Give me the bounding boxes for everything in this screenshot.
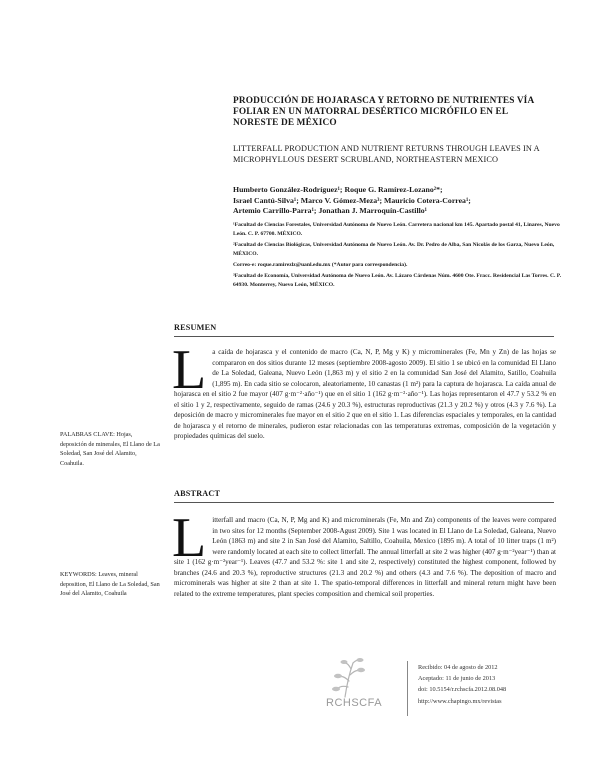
dropcap: L bbox=[172, 507, 207, 569]
journal-logo bbox=[315, 655, 410, 725]
affiliations bbox=[233, 221, 563, 292]
journal-logo-text: RCHSCFA bbox=[326, 697, 383, 709]
author-list bbox=[233, 185, 563, 217]
title-spanish: PRODUCCIÓN DE HOJARASCA Y RETORNO DE NUTRIENTES VÍA FOLIAR EN UN MATORRAL DESÉRTICO MICRÓFILO EN EL NORESTE DE MÉXICO bbox=[233, 96, 534, 128]
affiliation: ¹Facultad de Ciencias Forestales, Universidad Autónoma de Nuevo León. Carretera nacional km 145. Apartado postal 41, Linares, Nuevo León. C. P. 67700. MÉXICO. bbox=[233, 222, 560, 237]
journal-url[interactable]: http://www.chapingo.mx/revistas bbox=[418, 697, 502, 705]
keywords-english: KEYWORDS: Leaves, mineral deposition, El Llano de La Soledad, San José del Alamito, Coahuila bbox=[60, 571, 160, 598]
abstract-heading: ABSTRACT bbox=[174, 489, 221, 498]
resumen-heading: RESUMEN bbox=[174, 323, 217, 332]
received-date: Recibido: 04 de agosto de 2012 bbox=[418, 664, 498, 671]
resumen-rule bbox=[174, 336, 554, 337]
affiliation: ²Facultad de Ciencias Biológicas, Universidad Autónoma de Nuevo León. Av. Dr. Pedro de Alba, San Nicolás de los Garza, Nuevo León, MÉXICO. bbox=[233, 242, 555, 257]
dropcap: L bbox=[172, 339, 207, 401]
abstract-body bbox=[172, 507, 556, 599]
author-line: Humberto González-Rodríguez¹; Roque G. Ramírez-Lozano²*; bbox=[233, 185, 443, 194]
article-info bbox=[418, 662, 568, 707]
author-line: Israel Cantú-Silva¹; Marco V. Gómez-Meza³; Mauricio Cotera-Correa¹; bbox=[233, 195, 471, 205]
keywords-spanish: PALABRAS CLAVE: Hojas, deposición de minerales, El Llano de La Soledad, San José del Alamito, Coahuila. bbox=[60, 431, 160, 467]
correspondence-email: Correo-e: roque.ramirezlz@uanl.edu.mx (*Autor para correspondencia). bbox=[233, 262, 408, 268]
doi-text: doi: 10.5154/r.rchscfa.2012.08.048 bbox=[418, 686, 507, 694]
resumen-text: a caída de hojarasca y el contenido de macro (Ca, N, P, Mg y K) y microminerales (Fe, Mn y Zn) de las hojas se compararon en dos sitios durante 12 meses (septiembre 2008-agosto 2009). El sitio 1 se ubicó en la comunidad El Llano de La Soledad, Galeana, Nuevo León (1,863 m) y el sitio 2 en la comunidad San José del Alamito, Satillo, Coahuila (1,895 m). En cada sitio se colocaron, aleatoriamente, 10 canastas (1 m²) para la captura de hojarasca. La caída anual de hojarasca en el sitio 2 fue mayor (407 g·m⁻²·año⁻¹) que en el sitio 1 (162 g·m⁻²·año⁻¹). Las hojas representaron el 47.7 y 53.2 % en el sitio 1 y 2, respectivamente, seguido de ramas (24.6 y 20.3 %), estructuras reproductivas (21.3 y 20.2 %) y otros (4.3 y 7.6 %). La deposición de macro y microminerales fue mayor en el sitio 2 que en el sitio 1. Las diferencias espaciales y temporales, en la cantidad de hojarasca y el retorno de minerales, pudieron estar relacionadas con las temperaturas extremas, composición de la vegetación y propiedades químicas del suelo. bbox=[174, 348, 556, 440]
abstract-rule bbox=[174, 502, 554, 503]
author-line: Artemio Carrillo-Parra¹; Jonathan J. Marroquín-Castillo¹ bbox=[233, 206, 428, 215]
footer-divider bbox=[407, 661, 408, 716]
resumen-body bbox=[172, 339, 556, 442]
affiliation: ³Facultad de Economía, Universidad Autónoma de Nuevo León. Av. Lázaro Cárdenas Núm. 4600 Ote. Fracc. Residencial Las Torres. C. P. 64930. Monterrey, Nuevo León, MÉXICO. bbox=[233, 273, 562, 288]
accepted-date: Aceptado: 11 de junio de 2013 bbox=[418, 675, 496, 683]
abstract-text: itterfall and macro (Ca, N, P, Mg and K) and microminerals (Fe, Mn and Zn) components of the leaves were compared in two sites for 12 months (September 2008-Agust 2009). Site 1 was located in El Llano de La Soledad, Galeana, Nuevo León (1863 m) and site 2 in San José del Alamito, Saltillo, Coahuila, Mexico (1895 m). A total of 10 litter traps (1 m²) were randomly located at each site to collect litterfall. The annual litterfall at site 2 was higher (407 g·m⁻²year⁻¹) than at site 1 (162 g·m⁻²year⁻¹). Leaves (47.7 and 53.2 %: site 1 and site 2, respectively) constituted the highest component, followed by branches (24.6 and 20.3 %), reproductive structures (21.3 and 20.2 %) and others (4.3 and 7.6 %). The deposition of macro and microminerals was higher at site 2 than at site 1. The spatio-temporal differences in litterfall and mineral return might have been related to the extreme temperatures, plant species composition and chemical soil properties. bbox=[174, 516, 556, 598]
title-english: LITTERFALL PRODUCTION AND NUTRIENT RETURNS THROUGH LEAVES IN A MICROPHYLLOUS DESERT SCRUBLAND, NORTHEASTERN MEXICO bbox=[233, 144, 540, 164]
